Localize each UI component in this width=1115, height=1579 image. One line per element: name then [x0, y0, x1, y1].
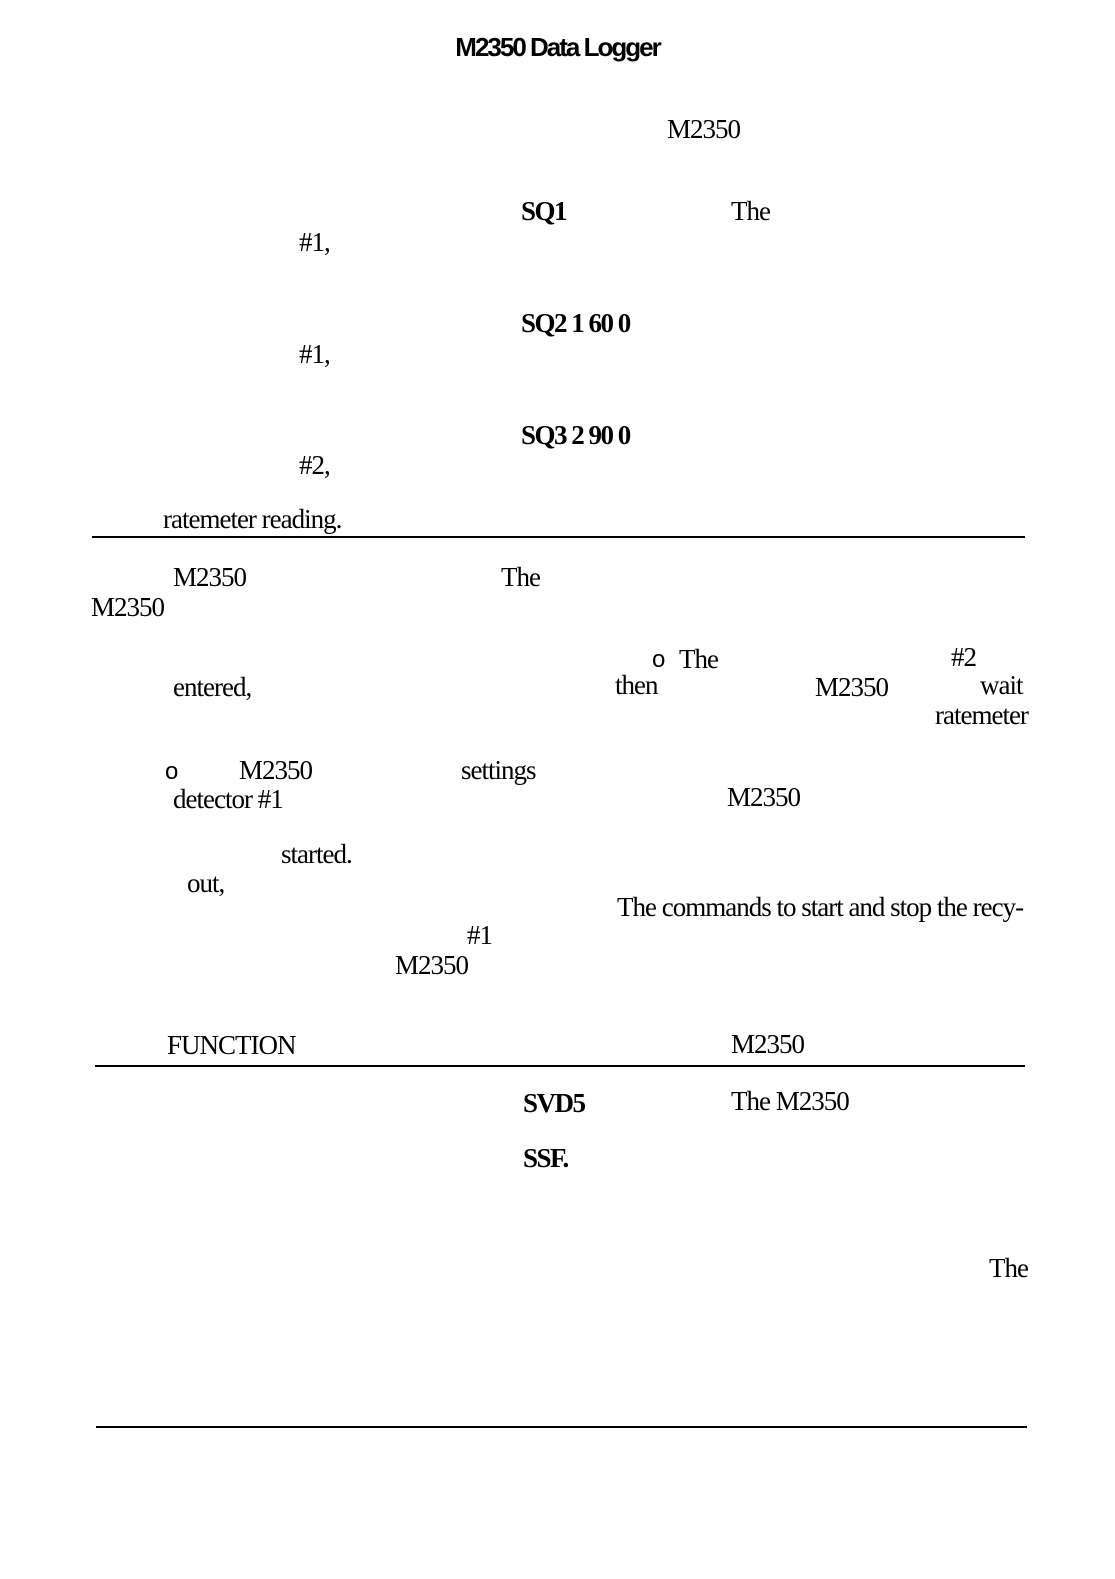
- command-sq1: SQ1: [521, 196, 567, 226]
- model-reference: M2350: [731, 1029, 805, 1059]
- word-then: then: [615, 670, 658, 700]
- detector-number: #2,: [299, 450, 330, 480]
- model-reference: M2350: [91, 592, 165, 622]
- model-reference: M2350: [727, 782, 801, 812]
- word-the: The: [501, 562, 540, 592]
- page-title: M2350 Data Logger: [455, 32, 660, 62]
- word-the: The: [731, 196, 770, 226]
- commands-text: The commands to start and stop the recy-: [617, 892, 1024, 922]
- word-settings: settings: [461, 755, 536, 785]
- bullet-marker: o: [652, 646, 666, 673]
- detector-number: #2: [951, 642, 976, 672]
- bullet-marker: o: [165, 758, 179, 785]
- detector-number: #1,: [299, 339, 330, 369]
- word-out: out,: [187, 868, 225, 898]
- footer-text: ratemeter reading.: [163, 504, 342, 534]
- detector-number: #1,: [299, 227, 330, 257]
- word-ratemeter: ratemeter: [935, 700, 1028, 730]
- footer-divider: [96, 1426, 1027, 1428]
- model-reference: M2350: [239, 755, 313, 785]
- command-ssf: SSF.: [523, 1143, 568, 1173]
- model-reference: M2350: [395, 950, 469, 980]
- command-svd5: SVD5: [523, 1088, 585, 1118]
- detector-label: detector #1: [173, 784, 283, 814]
- word-wait: wait: [980, 670, 1023, 700]
- section-divider: [95, 1065, 1025, 1067]
- model-reference: M2350: [815, 672, 889, 702]
- model-reference: M2350: [173, 562, 247, 592]
- word-the: The: [679, 644, 718, 674]
- word-the: The: [989, 1253, 1028, 1283]
- word-entered: entered,: [173, 672, 252, 702]
- command-sq3: SQ3 2 90 0: [521, 420, 630, 450]
- command-sq2: SQ2 1 60 0: [521, 308, 630, 338]
- model-reference: M2350: [667, 114, 741, 144]
- detector-number: #1: [467, 920, 492, 950]
- function-label: FUNCTION: [167, 1030, 296, 1060]
- model-reference: The M2350: [731, 1086, 849, 1116]
- word-started: started.: [281, 839, 352, 869]
- section-divider: [92, 536, 1025, 538]
